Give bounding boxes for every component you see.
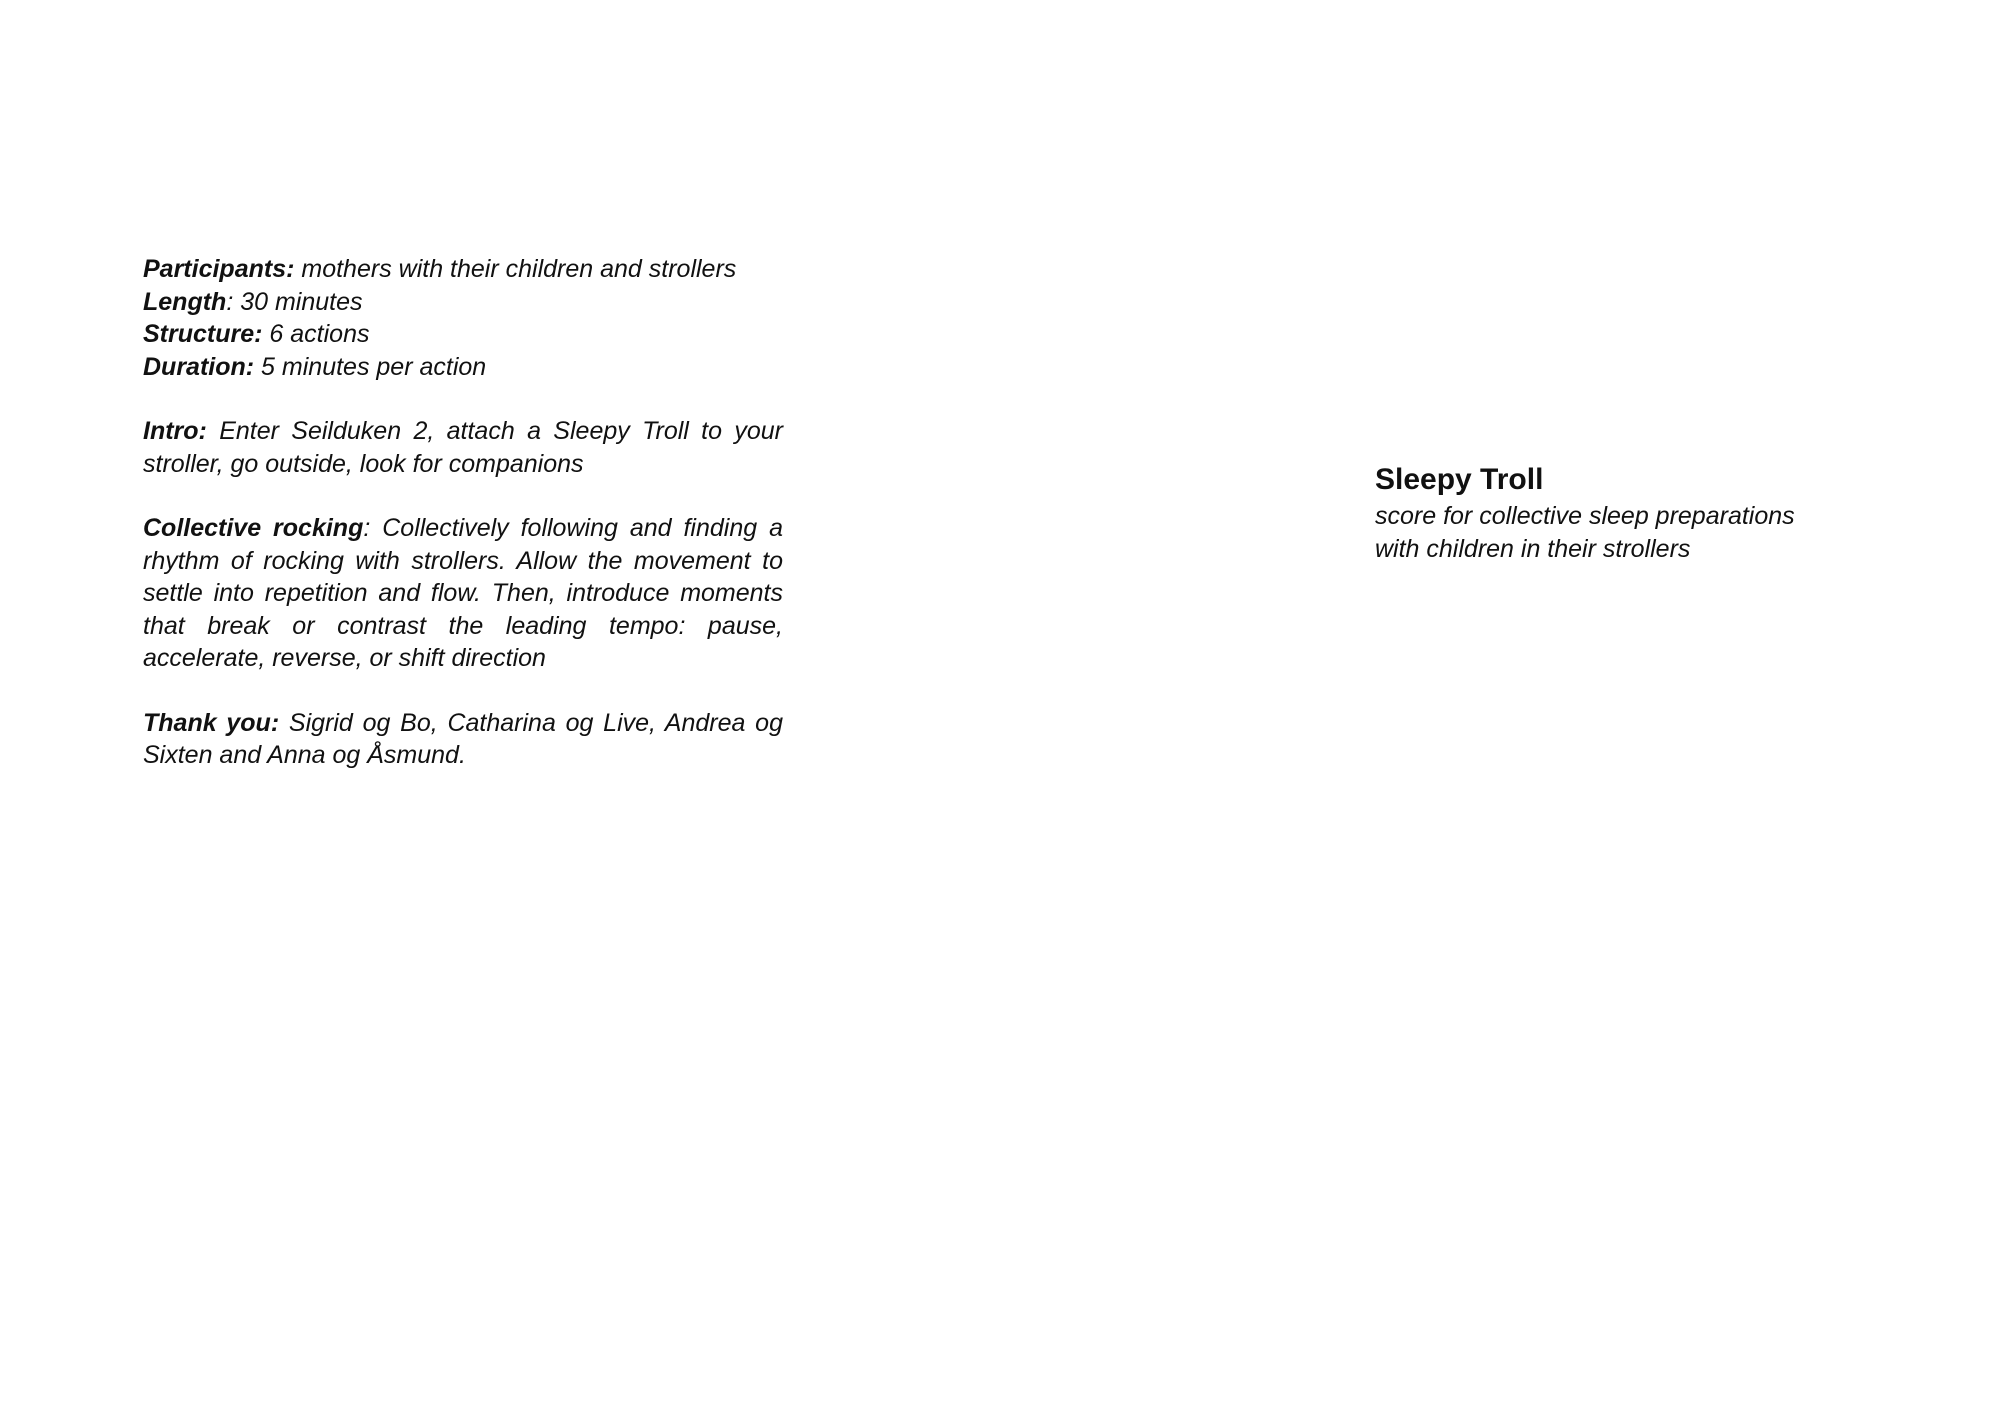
intro-text: Enter Seilduken 2, attach a Sleepy Troll to your stroller, go outside, look for companions [143, 417, 783, 478]
collective-rocking-text: : Collectively following and finding a rhythm of rocking with strollers. Allow the movement to settle into repetition and flow. Then, introduce moments that break or contrast the leading tempo: pause, accelerate, reverse, or shift direction [143, 514, 783, 672]
collective-rocking-label: Collective rocking [143, 514, 364, 542]
subtitle-line-1: score for collective sleep preparations [1375, 502, 1795, 530]
thank-you-text: Sigrid og Bo, Catharina og Live, Andrea og Sixten and Anna og Åsmund. [143, 708, 783, 769]
subtitle-line-2: with children in their strollers [1375, 534, 1691, 563]
score-details [143, 253, 783, 772]
participants-value: mothers with their children and strollers [294, 255, 737, 283]
thank-you-label: Thank you: [143, 708, 280, 737]
page-title: Sleepy Troll [1375, 463, 1544, 496]
participants-line [143, 253, 783, 286]
participants-label: Participants: [143, 255, 295, 283]
duration-value: 5 minutes per action [254, 352, 487, 381]
duration-label: Duration: [143, 352, 255, 381]
thank-you-paragraph [143, 707, 783, 772]
structure-line [143, 318, 783, 351]
cover-block [1375, 460, 1895, 565]
length-label: Length [143, 287, 227, 316]
duration-line [143, 351, 783, 384]
intro-label: Intro: [143, 417, 207, 445]
length-line [143, 286, 783, 319]
length-value: : 30 minutes [226, 287, 363, 316]
intro-paragraph [143, 415, 783, 480]
collective-rocking-paragraph [143, 512, 783, 675]
structure-value: 6 actions [262, 320, 370, 348]
structure-label: Structure: [143, 320, 263, 348]
